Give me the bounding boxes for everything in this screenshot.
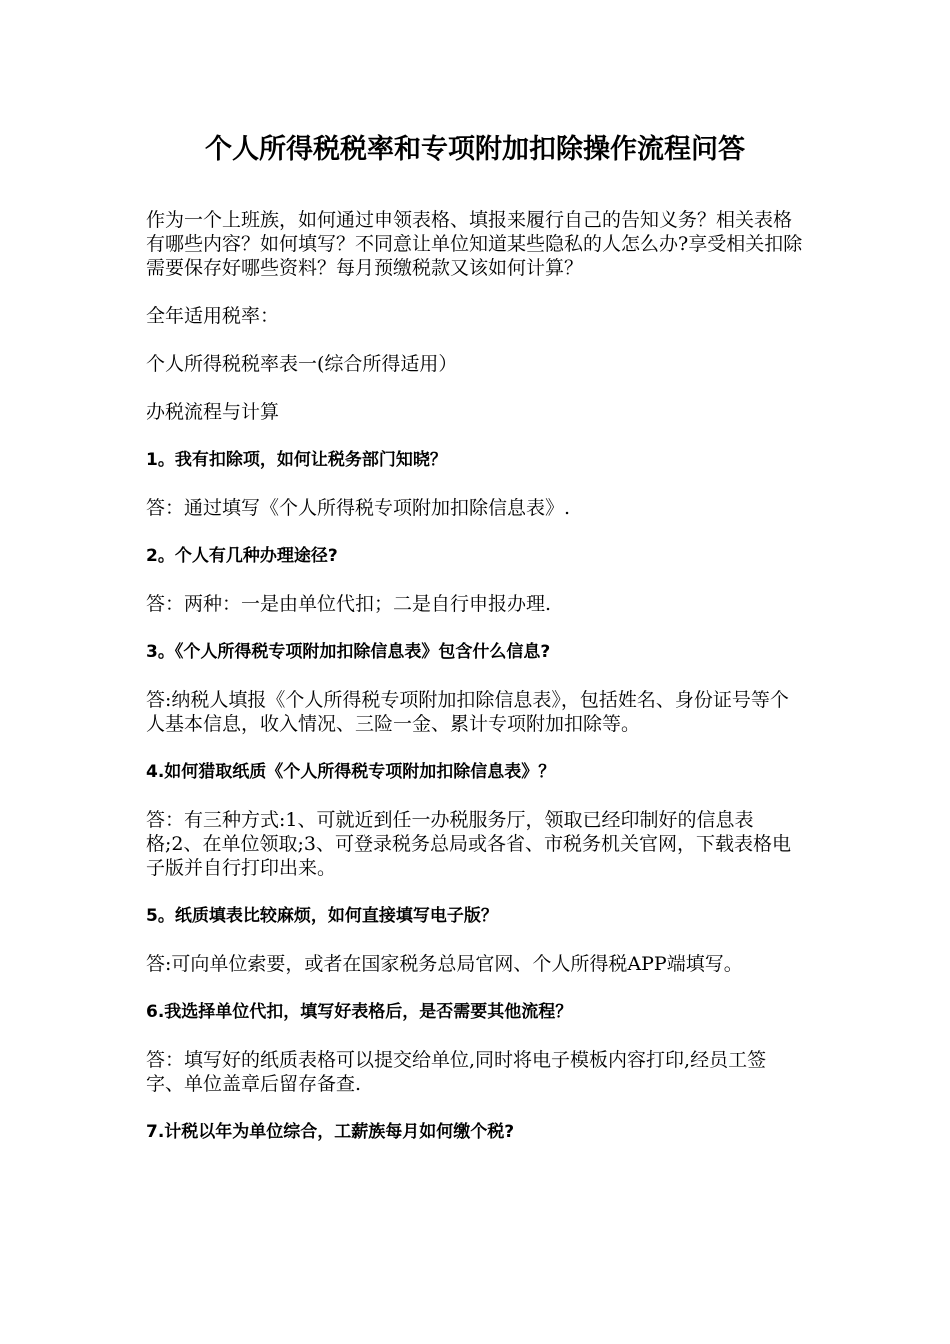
- document-title: 个人所得税税率和专项附加扣除操作流程问答: [205, 134, 745, 165]
- question-2: 2。个人有几种办理途径?: [146, 546, 338, 566]
- answer-3: 答:纳税人填报《个人所得税专项附加扣除信息表》，包括姓名、身份证号等个人基本信息，收入情况、三险一金、累计专项附加扣除等。: [146, 689, 789, 735]
- question-4: 4.如何猎取纸质《个人所得税专项附加扣除信息表》？: [146, 762, 556, 782]
- answer-2: 答：两种：一是由单位代扣；二是自行申报办理.: [146, 593, 552, 615]
- question-7: 7.计税以年为单位综合，工薪族每月如何缴个税?: [146, 1122, 515, 1142]
- answer-1: 答：通过填写《个人所得税专项附加扣除信息表》.: [146, 497, 571, 519]
- process-label: 办税流程与计算: [146, 401, 280, 423]
- question-6: 6.我选择单位代扣，填写好表格后，是否需要其他流程？: [146, 1002, 573, 1022]
- intro-paragraph: 作为一个上班族，如何通过申领表格、填报来履行自己的告知义务？相关表格有哪些内容？如何填写？不同意让单位知道某些隐私的人怎么办?享受相关扣除需要保存好哪些资料？每月预缴税款又该如何计算？: [146, 209, 803, 279]
- question-5: 5。纸质填表比较麻烦，如何直接填写电子版？: [146, 906, 498, 926]
- question-3: 3。《个人所得税专项附加扣除信息表》包含什么信息?: [146, 642, 551, 662]
- rate-table-label: 个人所得税税率表一(综合所得适用）: [146, 353, 458, 375]
- answer-5: 答:可向单位索要，或者在国家税务总局官网、个人所得税APP端填写。: [146, 953, 743, 975]
- answer-4: 答：有三种方式:1、可就近到任一办税服务厅，领取已经印制好的信息表格;2、在单位领取;3、可登录税务总局或各省、市税务机关官网，下载表格电子版并自行打印出来。: [146, 809, 791, 879]
- question-1: 1。我有扣除项，如何让税务部门知晓？: [146, 450, 447, 470]
- answer-6: 答：填写好的纸质表格可以提交给单位,同时将电子模板内容打印,经员工签字、单位盖章后留存备查.: [146, 1049, 767, 1095]
- annual-rate-label: 全年适用税率：: [146, 305, 280, 327]
